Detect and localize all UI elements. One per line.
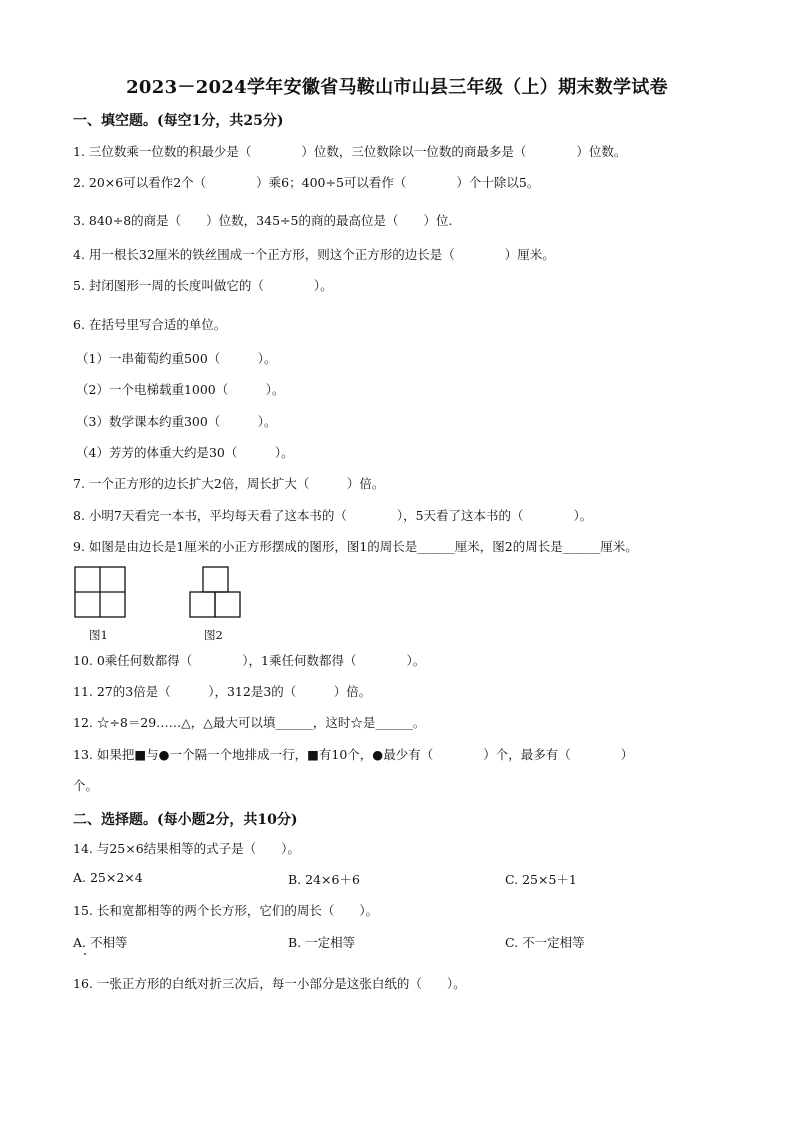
question-14: 14. 与25×6结果相等的式子是（ ）。 [73, 841, 300, 856]
question-14-option-b: B. 24×6＋6 [288, 872, 360, 887]
question-6-item-2: （2）一个电梯载重1000（ ）。 [76, 382, 285, 397]
page-title: 2023－2024学年安徽省马鞍山市山县三年级（上）期末数学试卷 [126, 77, 668, 98]
question-14-option-c: C. 25×5＋1 [505, 872, 577, 887]
figure-2-shape [189, 566, 243, 618]
section-1-heading: 一、填空题。(每空1分，共25分) [73, 113, 284, 129]
question-6-item-1: （1）一串葡萄约重500（ ）。 [76, 351, 277, 366]
question-2: 2. 20×6可以看作2个（ ）乘6；400÷5可以看作（ ）个十除以5。 [73, 175, 540, 190]
question-7: 7. 一个正方形的边长扩大2倍，周长扩大（ ）倍。 [73, 476, 385, 491]
question-5: 5. 封闭图形一周的长度叫做它的（ ）。 [73, 278, 333, 293]
question-6-item-4: （4）芳芳的体重大约是30（ ）。 [76, 445, 294, 460]
question-9: 9. 如图是由边长是1厘米的小正方形摆成的图形，图1的周长是______厘米，图2的周长是______厘米。 [73, 539, 638, 554]
question-15: 15. 长和宽都相等的两个长方形，它们的周长（ ）。 [73, 903, 379, 918]
figure-1-grid [74, 566, 126, 618]
question-16: 16. 一张正方形的白纸对折三次后，每一小部分是这张白纸的（ ）。 [73, 976, 466, 991]
question-15-option-a: A. 不相等 [73, 935, 128, 950]
stray-dot-mark [84, 953, 86, 955]
question-8: 8. 小明7天看完一本书，平均每天看了这本书的（ ），5天看了这本书的（ ）。 [73, 508, 593, 523]
question-6: 6. 在括号里写合适的单位。 [73, 317, 227, 332]
question-12: 12. ☆÷8＝29……△，△最大可以填______，这时☆是______。 [73, 715, 426, 730]
question-6-item-3: （3）数学课本约重300（ ）。 [76, 414, 277, 429]
question-4: 4. 用一根长32厘米的铁丝围成一个正方形，则这个正方形的边长是（ ）厘米。 [73, 247, 555, 262]
question-11: 11. 27的3倍是（ ），312是3的（ ）倍。 [73, 684, 372, 699]
question-10: 10. 0乘任何数都得（ ），1乘任何数都得（ ）。 [73, 653, 426, 668]
section-2-heading: 二、选择题。(每小题2分，共10分) [73, 812, 298, 828]
question-15-option-c: C. 不一定相等 [505, 935, 585, 950]
question-3: 3. 840÷8的商是（ ）位数，345÷5的商的最高位是（ ）位. [73, 213, 453, 228]
question-13: 13. 如果把■与●一个隔一个地排成一行，■有10个，●最少有（ ）个，最多有（ ） [73, 747, 634, 762]
question-14-option-a: A. 25×2×4 [73, 870, 143, 885]
question-1: 1. 三位数乘一位数的积最少是（ ）位数，三位数除以一位数的商最多是（ ）位数。 [73, 144, 627, 159]
figure-2-label: 图2 [204, 628, 223, 642]
question-13-continuation: 个。 [73, 778, 99, 793]
question-15-option-b: B. 一定相等 [288, 935, 356, 950]
figure-1-label: 图1 [89, 628, 108, 642]
